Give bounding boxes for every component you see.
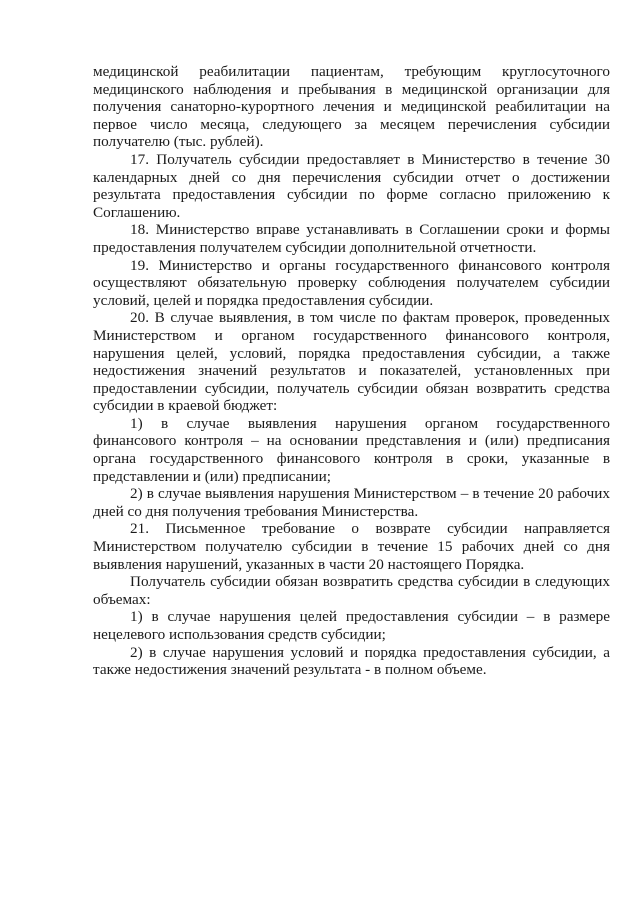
paragraph-18: 18. Министерство вправе устанавливать в Соглашении сроки и формы предоставления получателем субсидии дополнительной отчетности. (93, 221, 610, 256)
paragraph-21-item-1: 1) в случае нарушения целей предоставления субсидии – в размере нецелевого использования средств субсидии; (93, 608, 610, 643)
paragraph-21-item-2: 2) в случае нарушения условий и порядка предоставления субсидии, а также недостижения значений результата - в полном объеме. (93, 643, 610, 679)
paragraph-17: 17. Получатель субсидии предоставляет в Министерство в течение 30 календарных дней со дня перечисления субсидии отчет о достижении результата предоставления субсидии по форме согласно приложению к Соглашению. (93, 150, 610, 221)
paragraph-20-item-2: 2) в случае выявления нарушения Министерством – в течение 20 рабочих дней со дня получения требования Министерства. (93, 485, 610, 520)
paragraph-continued: медицинской реабилитации пациентам, требующим круглосуточного медицинского наблюдения и пребывания в медицинской организации для получения санаторно-курортного лечения и медицинской реабилитации на первое число месяца, следующего за месяцем перечисления субсидии получателю (тыс. рублей). (93, 63, 610, 151)
paragraph-20: 20. В случае выявления, в том числе по фактам проверок, проведенных Министерством и органом государственного финансового контроля, нарушения целей, условий, порядка предоставления субсидии, а также недостижения значений результатов и показателей, установленных при предоставлении субсидии, получатель субсидии обязан возвратить средства субсидии в краевой бюджет: (93, 309, 610, 415)
paragraph-21: 21. Письменное требование о возврате субсидии направляется Министерством получателю субсидии в течение 15 рабочих дней со дня выявления нарушений, указанных в части 20 настоящего Порядка. (93, 520, 610, 573)
document-text (93, 63, 610, 679)
paragraph-19: 19. Министерство и органы государственного финансового контроля осуществляют обязательную проверку соблюдения получателем субсидии условий, целей и порядка предоставления субсидии. (93, 256, 610, 309)
paragraph-21-volumes: Получатель субсидии обязан возвратить средства субсидии в следующих объемах: (93, 573, 610, 608)
paragraph-20-item-1: 1) в случае выявления нарушения органом государственного финансового контроля – на основании представления и (или) предписания органа государственного финансового контроля в сроки, указанные в представлении и (или) предписании; (93, 414, 610, 485)
